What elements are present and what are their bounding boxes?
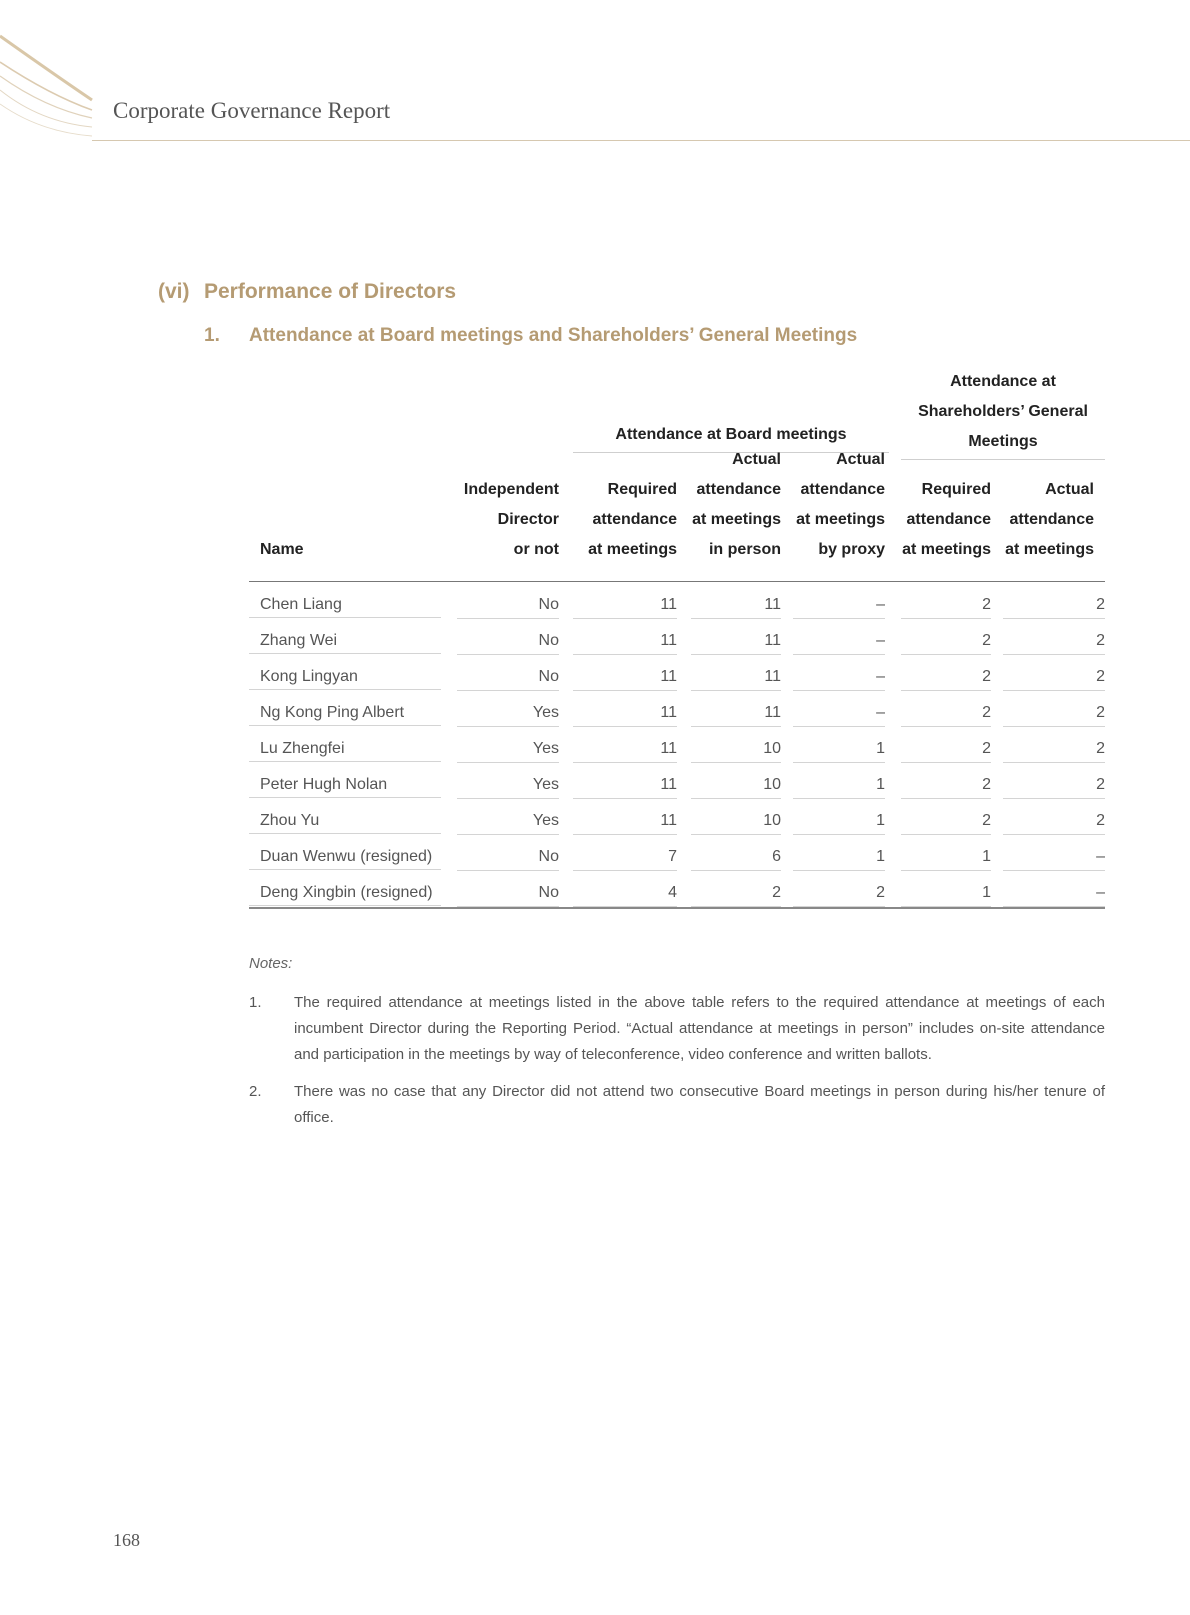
col-header-name xyxy=(249,465,460,565)
cell-name: Zhou Yu xyxy=(249,799,441,834)
col-header-shareholders-required xyxy=(893,465,991,565)
cell-name: Kong Lingyan xyxy=(249,655,441,690)
col-header-line: Name xyxy=(260,541,304,558)
group-header-shareholders xyxy=(901,367,1105,460)
table-body xyxy=(249,583,1105,909)
cell-name: Duan Wenwu (resigned) xyxy=(249,835,441,870)
cell-shareholders-required: 1 xyxy=(901,835,991,871)
cell-board-required: 11 xyxy=(573,691,677,727)
section-heading xyxy=(158,280,456,304)
cell-board-required: 11 xyxy=(573,727,677,763)
cell-shareholders-required: 2 xyxy=(901,799,991,835)
cell-shareholders-required: 2 xyxy=(901,727,991,763)
group-header-line: Attendance at xyxy=(950,373,1056,390)
table-row xyxy=(249,655,1105,691)
subsection-title: Attendance at Board meetings and Shareholders’ General Meetings xyxy=(249,325,858,346)
table-row xyxy=(249,583,1105,619)
col-header-line: Actual xyxy=(1045,481,1094,498)
note-text: There was no case that any Director did not attend two consecutive Board meetings in person during his/her tenure of office. xyxy=(294,1083,1105,1126)
table-header-rule xyxy=(249,581,1105,582)
cell-board-in-person: 10 xyxy=(691,763,781,799)
cell-board-in-person: 10 xyxy=(691,799,781,835)
cell-shareholders-required: 2 xyxy=(901,583,991,619)
cell-board-proxy: – xyxy=(793,691,885,727)
cell-board-in-person: 11 xyxy=(691,691,781,727)
cell-name: Zhang Wei xyxy=(249,619,441,654)
table-row xyxy=(249,727,1105,763)
col-header-independent xyxy=(457,465,559,565)
group-header-line: Shareholders’ General xyxy=(918,403,1088,420)
cell-board-required: 11 xyxy=(573,799,677,835)
table-row xyxy=(249,835,1105,871)
cell-independent: No xyxy=(457,619,559,655)
cell-shareholders-required: 2 xyxy=(901,763,991,799)
col-header-line: Actual xyxy=(836,451,885,468)
col-header-line: or not xyxy=(513,541,559,558)
col-header-line: attendance xyxy=(800,481,885,498)
cell-shareholders-actual: 2 xyxy=(1003,583,1105,619)
cell-independent: Yes xyxy=(457,763,559,799)
col-header-board-required xyxy=(567,465,677,565)
cell-board-proxy: 1 xyxy=(793,799,885,835)
col-header-shareholders-actual xyxy=(995,465,1094,565)
section-number: (vi) xyxy=(158,280,190,303)
subsection-heading xyxy=(204,325,857,347)
cell-independent: Yes xyxy=(457,691,559,727)
cell-board-proxy: 1 xyxy=(793,763,885,799)
col-header-line: at meetings xyxy=(902,541,991,558)
decorative-arcs xyxy=(0,0,100,145)
cell-shareholders-actual: – xyxy=(1003,835,1105,871)
cell-board-required: 11 xyxy=(573,763,677,799)
cell-board-in-person: 11 xyxy=(691,655,781,691)
header-divider xyxy=(92,140,1190,141)
col-header-line: Director xyxy=(497,511,559,528)
cell-board-proxy: – xyxy=(793,583,885,619)
col-header-line: Required xyxy=(921,481,991,498)
cell-board-in-person: 10 xyxy=(691,727,781,763)
cell-board-required: 11 xyxy=(573,619,677,655)
table-row xyxy=(249,691,1105,727)
col-header-line: attendance xyxy=(1009,511,1094,528)
note-item xyxy=(249,990,1105,1068)
col-header-line: attendance xyxy=(592,511,677,528)
table-row xyxy=(249,619,1105,655)
note-number: 1. xyxy=(249,994,262,1011)
cell-board-required: 11 xyxy=(573,583,677,619)
cell-board-proxy: 1 xyxy=(793,727,885,763)
cell-shareholders-required: 2 xyxy=(901,619,991,655)
section-title: Performance of Directors xyxy=(204,280,457,303)
cell-shareholders-actual: 2 xyxy=(1003,619,1105,655)
cell-name: Lu Zhengfei xyxy=(249,727,441,762)
cell-shareholders-actual: 2 xyxy=(1003,799,1105,835)
col-header-board-proxy xyxy=(785,435,885,565)
cell-shareholders-actual: – xyxy=(1003,871,1105,907)
table-row xyxy=(249,763,1105,799)
cell-board-proxy: 1 xyxy=(793,835,885,871)
cell-name: Chen Liang xyxy=(249,583,441,618)
cell-board-proxy: – xyxy=(793,619,885,655)
cell-name: Deng Xingbin (resigned) xyxy=(249,871,441,906)
col-header-line: in person xyxy=(708,541,781,558)
note-item xyxy=(249,1079,1105,1131)
col-header-line: at meetings xyxy=(796,511,885,528)
col-header-line: Required xyxy=(607,481,677,498)
running-header-title: Corporate Governance Report xyxy=(113,98,391,123)
cell-independent: No xyxy=(457,835,559,871)
cell-board-in-person: 11 xyxy=(691,619,781,655)
cell-shareholders-required: 1 xyxy=(901,871,991,907)
cell-board-required: 11 xyxy=(573,655,677,691)
cell-independent: Yes xyxy=(457,727,559,763)
cell-independent: No xyxy=(457,583,559,619)
col-header-line: attendance xyxy=(696,481,781,498)
cell-independent: Yes xyxy=(457,799,559,835)
col-header-line: by proxy xyxy=(818,541,885,558)
note-text: The required attendance at meetings listed in the above table refers to the required attendance at meetings of each incumbent Director during the Reporting Period. “Actual attendance at meetings in person” includes on-site attendance and participation in the meetings by way of teleconference, video conference and written ballots. xyxy=(294,994,1105,1063)
col-header-line: at meetings xyxy=(692,511,781,528)
cell-independent: No xyxy=(457,871,559,907)
cell-shareholders-required: 2 xyxy=(901,691,991,727)
subsection-number: 1. xyxy=(204,325,220,346)
cell-board-in-person: 11 xyxy=(691,583,781,619)
cell-shareholders-actual: 2 xyxy=(1003,655,1105,691)
col-header-line: Actual xyxy=(732,451,781,468)
note-number: 2. xyxy=(249,1083,262,1100)
cell-shareholders-actual: 2 xyxy=(1003,691,1105,727)
cell-board-required: 7 xyxy=(573,835,677,871)
col-header-line: Independent xyxy=(463,481,559,498)
col-header-line: attendance xyxy=(906,511,991,528)
col-header-board-in-person xyxy=(681,435,781,565)
table-row xyxy=(249,871,1105,907)
cell-shareholders-required: 2 xyxy=(901,655,991,691)
cell-board-in-person: 2 xyxy=(691,871,781,907)
group-header-line: Meetings xyxy=(968,433,1038,450)
table-bottom-rule xyxy=(249,907,1105,909)
cell-board-in-person: 6 xyxy=(691,835,781,871)
cell-board-proxy: – xyxy=(793,655,885,691)
cell-name: Peter Hugh Nolan xyxy=(249,763,441,798)
cell-board-required: 4 xyxy=(573,871,677,907)
cell-board-proxy: 2 xyxy=(793,871,885,907)
cell-independent: No xyxy=(457,655,559,691)
cell-name: Ng Kong Ping Albert xyxy=(249,691,441,726)
col-header-line: at meetings xyxy=(1005,541,1094,558)
col-header-line: at meetings xyxy=(588,541,677,558)
table-row xyxy=(249,799,1105,835)
cell-shareholders-actual: 2 xyxy=(1003,763,1105,799)
page-number: 168 xyxy=(113,1530,140,1550)
notes-title: Notes: xyxy=(249,955,293,972)
group-header-board: Attendance at Board meetings xyxy=(573,427,889,453)
cell-shareholders-actual: 2 xyxy=(1003,727,1105,763)
